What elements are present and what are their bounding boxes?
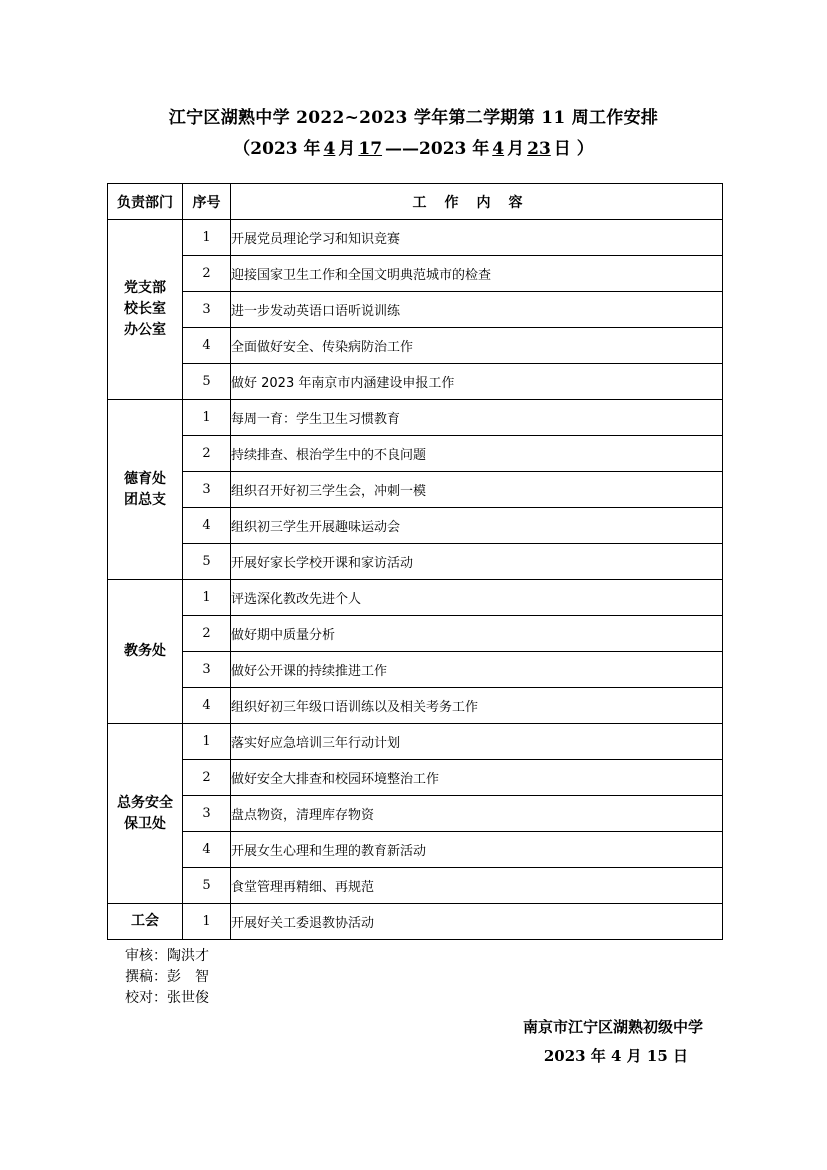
school-name: 南京市江宁区湖熟初级中学 <box>522 1018 703 1036</box>
table-row <box>108 328 723 364</box>
content-cell: 持续排查、根治学生中的不良问题 <box>231 436 723 472</box>
seq-cell: 1 <box>183 724 231 760</box>
content-cell: 迎接国家卫生工作和全国文明典范城市的检查 <box>231 256 723 292</box>
header-content: 工作内容 <box>231 184 723 220</box>
seq-cell: 1 <box>183 400 231 436</box>
seq-cell: 1 <box>183 904 231 940</box>
seq-cell: 2 <box>183 436 231 472</box>
seq-cell: 2 <box>183 256 231 292</box>
seq-cell: 4 <box>183 688 231 724</box>
header-dept: 负责部门 <box>108 184 183 220</box>
table-row <box>108 616 723 652</box>
dept-cell: 教务处 <box>108 580 183 724</box>
content-cell: 组织初三学生开展趣味运动会 <box>231 508 723 544</box>
period-end-day: 23 <box>527 139 551 159</box>
seq-cell: 5 <box>183 364 231 400</box>
period-month-label-1: 月 <box>338 139 356 159</box>
seq-cell: 1 <box>183 580 231 616</box>
writer-line: 撰稿：彭 智 <box>125 969 209 985</box>
table-row <box>108 436 723 472</box>
content-cell: 开展好关工委退教协活动 <box>231 904 723 940</box>
header-seq: 序号 <box>183 184 231 220</box>
period-open: （2023 年 <box>233 139 321 159</box>
reviewer-line: 审核：陶洪才 <box>125 948 209 964</box>
seq-cell: 5 <box>183 544 231 580</box>
content-cell: 做好安全大排查和校园环境整治工作 <box>231 760 723 796</box>
dept-cell: 总务安全 保卫处 <box>108 724 183 904</box>
table-body <box>108 220 723 940</box>
dept-cell: 工会 <box>108 904 183 940</box>
content-cell: 做好公开课的持续推进工作 <box>231 652 723 688</box>
content-cell: 做好期中质量分析 <box>231 616 723 652</box>
seq-cell: 4 <box>183 508 231 544</box>
table-row <box>108 904 723 940</box>
work-plan-table <box>107 183 723 940</box>
table-row <box>108 580 723 616</box>
table-row <box>108 400 723 436</box>
content-cell: 开展女生心理和生理的教育新活动 <box>231 832 723 868</box>
content-cell: 盘点物资，清理库存物资 <box>231 796 723 832</box>
table-header-row <box>108 184 723 220</box>
seq-cell: 4 <box>183 832 231 868</box>
content-cell: 开展好家长学校开课和家访活动 <box>231 544 723 580</box>
period-start-day: 17 <box>358 139 383 159</box>
period-end-month: 4 <box>492 139 505 159</box>
table-row <box>108 760 723 796</box>
seq-cell: 2 <box>183 616 231 652</box>
content-cell: 组织召开好初三学生会，冲刺一模 <box>231 472 723 508</box>
seq-cell: 5 <box>183 868 231 904</box>
table-row <box>108 796 723 832</box>
seq-cell: 3 <box>183 472 231 508</box>
week-period <box>0 137 827 161</box>
seq-cell: 1 <box>183 220 231 256</box>
table-row <box>108 220 723 256</box>
period-start-month: 4 <box>323 139 336 159</box>
period-month-label-2: 月 <box>507 139 525 159</box>
content-cell: 组织好初三年级口语训练以及相关考务工作 <box>231 688 723 724</box>
content-cell: 开展党员理论学习和知识竞赛 <box>231 220 723 256</box>
seq-cell: 3 <box>183 292 231 328</box>
period-close: 日 ） <box>553 139 594 159</box>
table-row <box>108 832 723 868</box>
table-row <box>108 688 723 724</box>
content-cell: 落实好应急培训三年行动计划 <box>231 724 723 760</box>
content-cell: 每周一育：学生卫生习惯教育 <box>231 400 723 436</box>
table-row <box>108 256 723 292</box>
content-cell: 进一步发动英语口语听说训练 <box>231 292 723 328</box>
seq-cell: 2 <box>183 760 231 796</box>
seq-cell: 4 <box>183 328 231 364</box>
table-row <box>108 508 723 544</box>
content-cell: 食堂管理再精细、再规范 <box>231 868 723 904</box>
credits <box>125 946 209 1009</box>
table-row <box>108 364 723 400</box>
document-title: 江宁区湖熟中学 2022~2023 学年第二学期第 11 周工作安排 <box>168 108 659 128</box>
table-row <box>108 652 723 688</box>
table-row <box>108 472 723 508</box>
content-cell: 做好 2023 年南京市内涵建设申报工作 <box>231 364 723 400</box>
table-row <box>108 868 723 904</box>
dept-cell: 德育处 团总支 <box>108 400 183 580</box>
seq-cell: 3 <box>183 652 231 688</box>
issue-date: 2023 年 4 月 15 日 <box>543 1047 688 1065</box>
proofreader-line: 校对：张世俊 <box>125 990 209 1006</box>
content-cell: 全面做好安全、传染病防治工作 <box>231 328 723 364</box>
table-row <box>108 292 723 328</box>
table-row <box>108 724 723 760</box>
table-row <box>108 544 723 580</box>
period-separator: ——2023 年 <box>385 139 490 159</box>
content-cell: 评选深化教改先进个人 <box>231 580 723 616</box>
seq-cell: 3 <box>183 796 231 832</box>
dept-cell: 党支部 校长室 办公室 <box>108 220 183 400</box>
